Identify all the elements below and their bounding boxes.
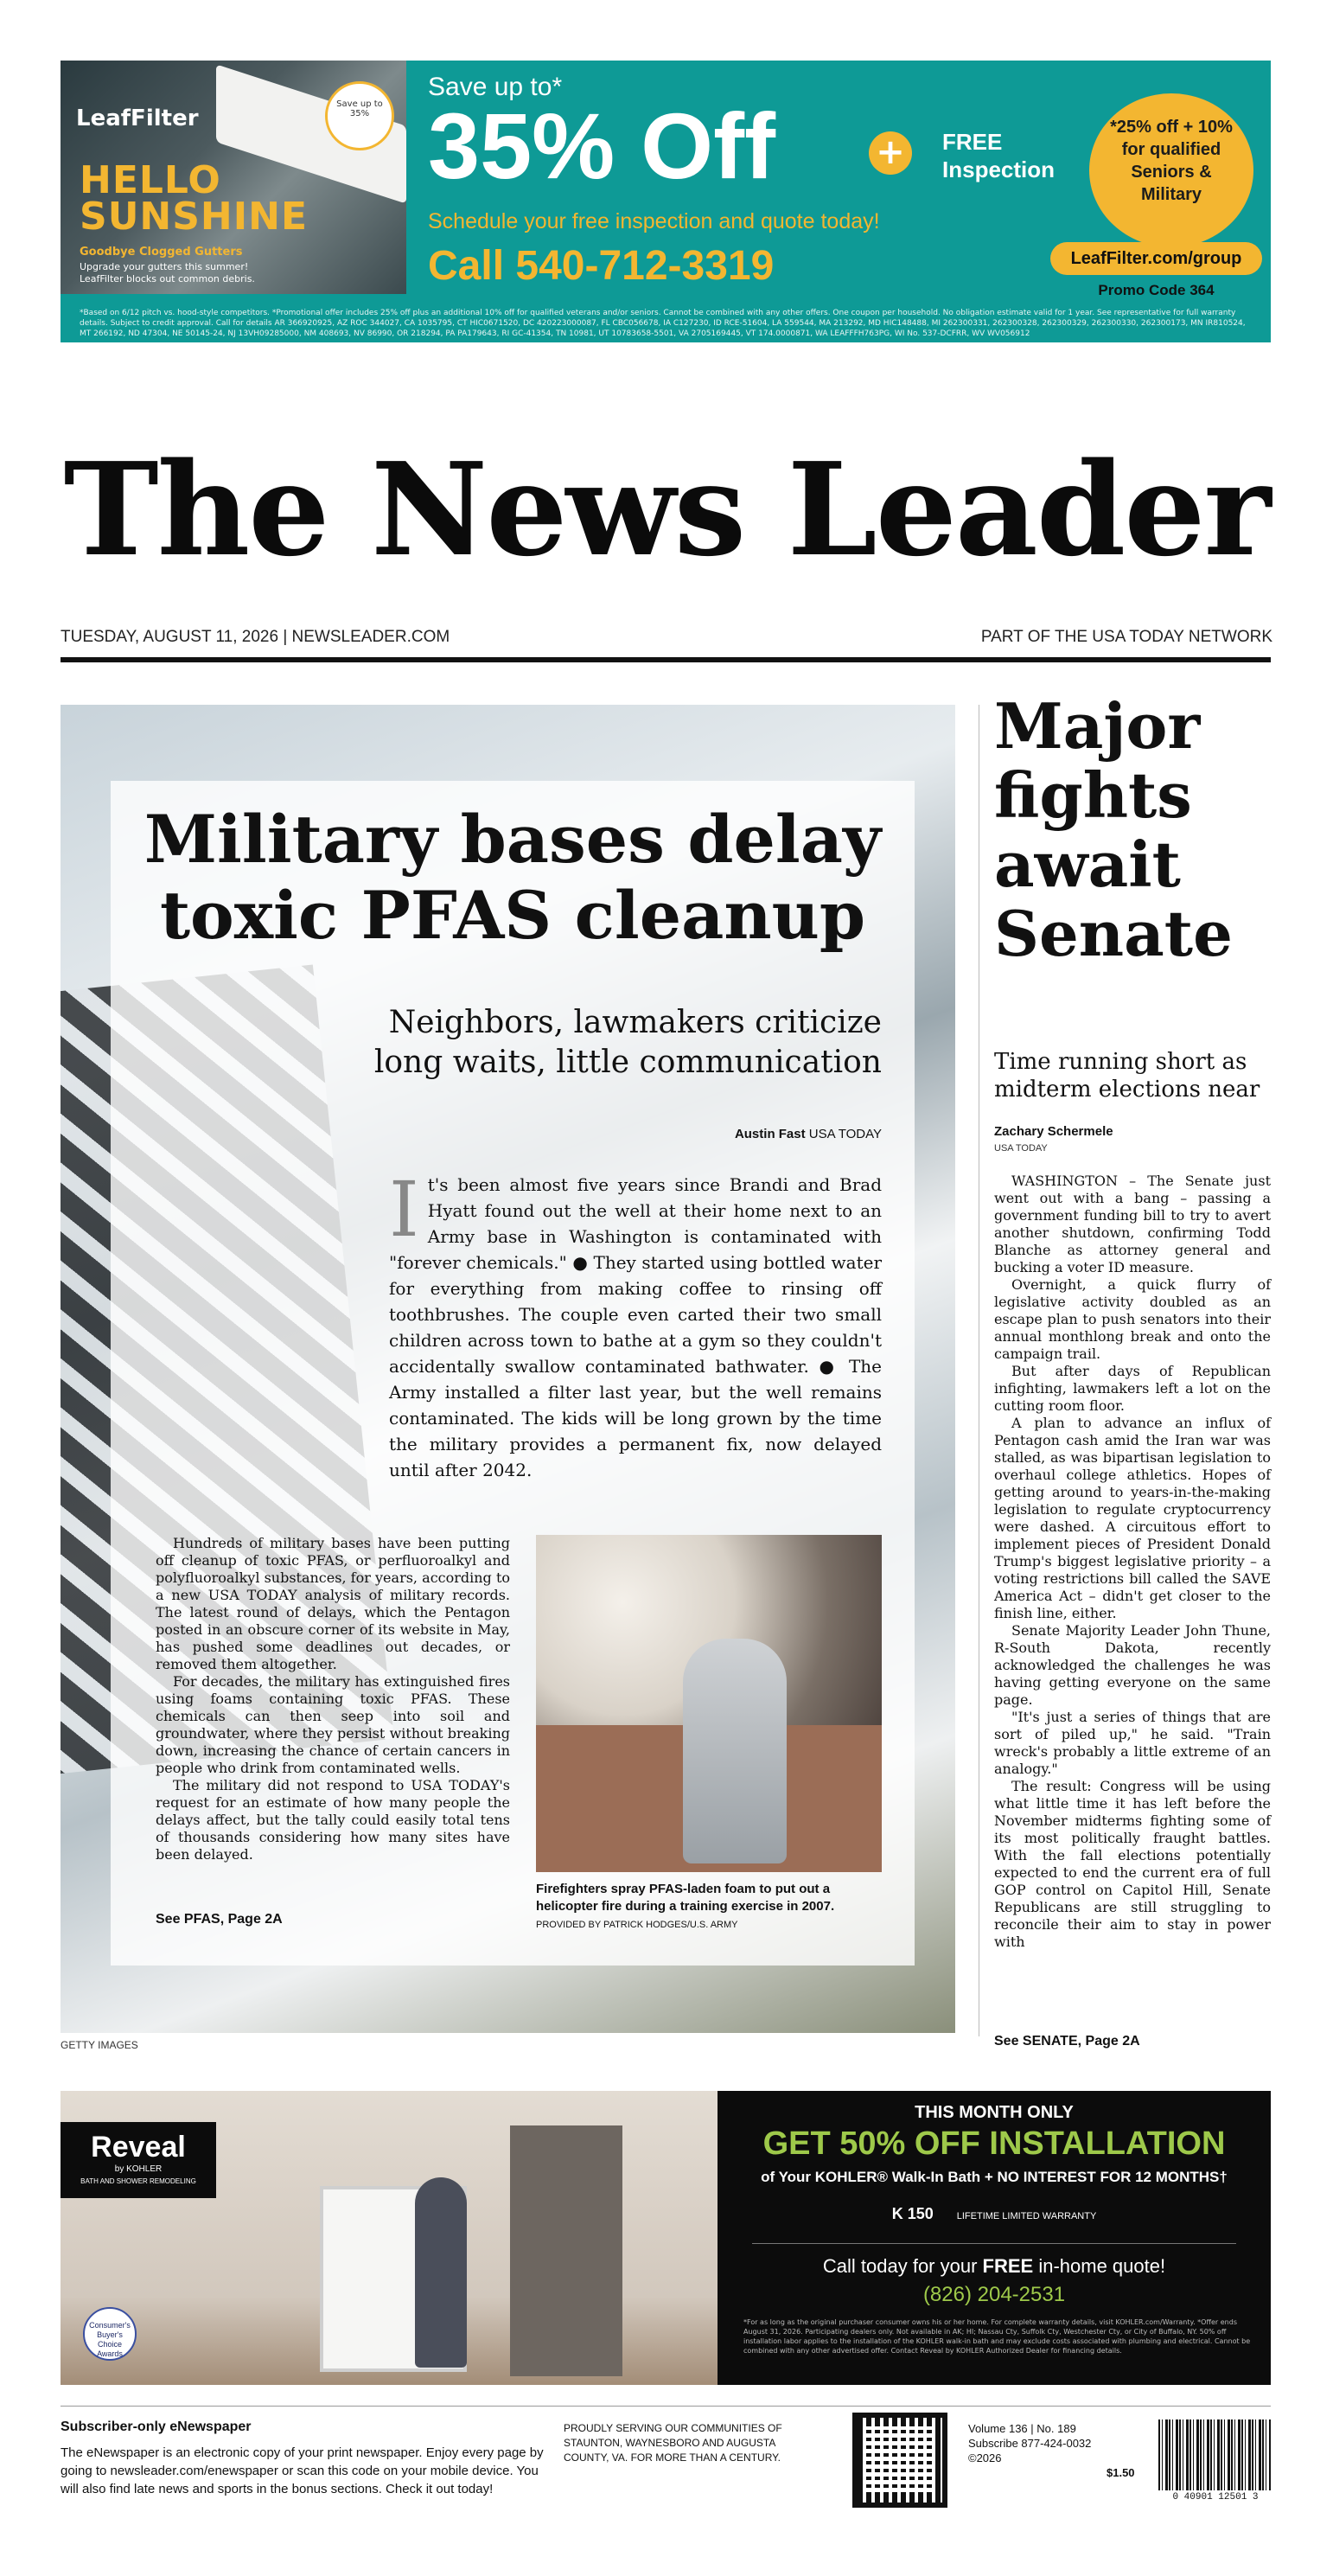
enewspaper-title: Subscriber-only eNewspaper	[61, 2419, 252, 2434]
body-paragraph: Hundreds of military bases have been putting off cleanup of toxic PFAS, or perfluoroalkyl and polyfluoroalkyl substances, for years, according to a new USA TODAY analysis of military records. The latest round of delays, which the Pentagon posted in an obscure corner of its website in May, has pushed some deadlines out decades, or removed them altogether.	[156, 1535, 510, 1672]
ad-inspection-label: Inspection	[942, 157, 1056, 182]
body-paragraph: Senate Majority Leader John Thune, R-South Dakota, recently acknowledged the challenges he was having getting everyone on the same page.	[994, 1622, 1271, 1708]
body-paragraph: A plan to advance an influx of Pentagon cash amid the Iran war was stalled, as was bipartisan legislation to overhaul college athletics. Hopes of getting around to years-in-the-making legislation to regulate cryptocurrency were dashed. A circuitous effort to implement pieces of President Donald Trump's biggest legislative priority – a voting restrictions bill called the SAVE America Act – didn't get closer to the finish line, either.	[994, 1415, 1271, 1621]
byline-org: USA TODAY	[808, 1127, 882, 1141]
senate-dek: Time running short as midterm elections near	[994, 1049, 1260, 1103]
warranty-logo: LIFETIME LIMITED WARRANTY	[956, 2211, 1097, 2221]
photo-credit: GETTY IMAGES	[61, 2039, 138, 2051]
senate-jump-link[interactable]: See SENATE, Page 2A	[994, 2034, 1140, 2049]
plus-icon: +	[869, 131, 912, 175]
leaffilter-logo: LeafFilter	[76, 105, 199, 131]
body-paragraph: But after days of Republican infighting, lawmakers left a lot on the cutting room floor.	[994, 1363, 1271, 1414]
senate-body	[994, 1173, 1271, 1951]
firefighter-figure	[683, 1639, 787, 1863]
award-badge-icon: Consumer's Buyer's Choice Awards	[83, 2307, 137, 2361]
leaffilter-ad[interactable]	[61, 61, 1271, 342]
ad-divider	[752, 2243, 1236, 2244]
call-post: in-home quote!	[1033, 2255, 1166, 2277]
ad-call-today	[718, 2255, 1271, 2278]
ad-walkin: of Your KOHLER® Walk-In Bath + NO INTEREST FOR 12 MONTHS†	[761, 2169, 1228, 2185]
community-statement: PROUDLY SERVING OUR COMMUNITIES OF STAUNTON, WAYNESBORO AND AUGUSTA COUNTY, VA. FOR MORE THAN A CENTURY.	[564, 2422, 782, 2464]
reveal-logo	[61, 2122, 216, 2198]
body-paragraph: "It's just a series of things that are sort of piled up," he said. "Train wreck's probably a little extreme of an analogy."	[994, 1709, 1271, 1777]
subscribe-phone: Subscribe 877-424-0032	[968, 2437, 1092, 2450]
ad-senior-offer	[1089, 93, 1253, 247]
call-pre: Call today for your	[822, 2255, 983, 2277]
ad-this-month: THIS MONTH ONLY	[915, 2103, 1074, 2122]
save-badge: Save up to 35%	[325, 81, 394, 150]
body-paragraph: For decades, the military has extinguished fires using foams containing toxic PFAS. These chemicals can then seep into soil and groundwater, where they persist without breaking down, increasing the chance of certain cancers in people who drink from contaminated wells.	[156, 1673, 510, 1776]
ad-phone[interactable]: Call 540-712-3319	[428, 243, 775, 289]
feature-byline	[545, 1127, 882, 1141]
caption-credit: PROVIDED BY PATRICK HODGES/U.S. ARMY	[536, 1920, 738, 1930]
feature-body	[156, 1535, 510, 1863]
cabinet-image	[510, 2125, 622, 2376]
photo-caption	[536, 1881, 882, 1934]
upgrade-text: Upgrade your gutters this summer! LeafFilter blocks out common debris.	[80, 261, 255, 284]
body-paragraph: The result: Congress will be using what little time it has left before the November midterms fighting some of its most politically fraught battles. With the fall elections potentially expected to end the current era of full GOP control on Capitol Hill, Senate Republicans are still struggling to reconcile their aim to stay in power with	[994, 1778, 1271, 1950]
enewspaper-text: The eNewspaper is an electronic copy of your print newspaper. Enjoy every page by going to newsleader.com/enewspaper or scan this code on your mobile device. You will also find late news and sports in the bonus sections. Check it out today!	[61, 2445, 544, 2496]
ad-offer: GET 50% OFF INSTALLATION	[762, 2125, 1226, 2162]
ad-url-button[interactable]: LeafFilter.com/group	[1050, 242, 1262, 275]
byline-name: Austin Fast	[734, 1127, 806, 1141]
senior-offer-line: Military	[1140, 185, 1202, 204]
feature-headline[interactable]: Military bases delay toxic PFAS cleanup	[144, 801, 882, 954]
ad-percent-off: 35% Off	[428, 93, 776, 198]
senior-offer-line: *25% off + 10%	[1110, 118, 1233, 137]
newspaper-title: The News Leader	[63, 434, 1270, 585]
copyright: ©2026	[968, 2451, 1002, 2464]
ad-promo-code: Promo Code 364	[1098, 282, 1215, 298]
kohler-ad[interactable]	[61, 2091, 1271, 2385]
ad-schedule: Schedule your free inspection and quote today!	[428, 209, 880, 233]
senate-headline[interactable]: Major fights await Senate	[994, 689, 1233, 970]
woman-figure	[415, 2177, 467, 2368]
kohler-150-logo: K 150	[891, 2205, 934, 2222]
ad-free-label: FREE	[942, 129, 1003, 155]
lede-text: t's been almost five years since Brandi and Brad Hyatt found out the well at their home next to an Army base in Washington is contaminated with "forever chemicals." ● They started using bottled water for everything from making coffee to rinsing off toothbrushes. The couple even carted their two small children across town to bathe at a gym so they couldn't accidentally swallow contaminated bathwater. ● The Army installed a filter last year, but the well remains contaminated. The kids will be long grown by the time the military provides a permanent fix, now delayed until after 2042.	[389, 1174, 882, 1480]
reveal-by: by KOHLER	[114, 2164, 163, 2174]
reveal-tagline: BATH AND SHOWER REMODELING	[80, 2177, 196, 2185]
senior-offer-line: Seniors &	[1131, 163, 1212, 182]
masthead-rule	[61, 657, 1271, 662]
feature-story	[61, 705, 955, 2033]
caption-text: Firefighters spray PFAS-laden foam to put out a helicopter fire during a training exercise in 2007.	[536, 1882, 835, 1914]
feature-jump-link[interactable]: See PFAS, Page 2A	[156, 1912, 283, 1927]
ad-fine-print: *For as long as the original purchaser consumer owns his or her home. For complete warranty details, visit KOHLER.com/Warranty. *Offer ends August 31, 2026. Participating dealers only. Not available in AK; HI; Nassau Cty, Suffolk Cty, Westchester Cty, or City of Buffalo, NY. 50% off installation labor applies to the installation of the KOHLER walk-in bath and may exclude costs associated with plumbing and electrical. Cannot be combined with any other advertised offer. Contact Reveal by KOHLER Authorized Dealer for financing details.	[743, 2318, 1251, 2355]
feature-dek: Neighbors, lawmakers criticize long waits, little communication	[373, 1005, 882, 1080]
feature-lede	[389, 1165, 882, 1483]
body-paragraph: WASHINGTON – The Senate just went out with a bang – passing a government funding bill to try to avert another shutdown, confirming Todd Blanche as attorney general and bucking a voter ID measure.	[994, 1173, 1271, 1275]
goodbye-text: Goodbye Clogged Gutters	[80, 246, 243, 259]
volume-number: Volume 136 | No. 189	[968, 2422, 1076, 2435]
issue-meta	[968, 2421, 1141, 2465]
ad-phone[interactable]: (826) 204-2531	[922, 2283, 1066, 2306]
firefighters-photo	[536, 1535, 882, 1872]
price: $1.50	[1107, 2466, 1135, 2479]
barcode-icon	[1158, 2419, 1271, 2490]
drop-cap: I	[389, 1165, 419, 1254]
ad-logos	[718, 2205, 1271, 2223]
qr-code-icon[interactable]	[852, 2413, 947, 2508]
dateline: TUESDAY, AUGUST 11, 2026 | NEWSLEADER.COM	[61, 628, 450, 646]
body-paragraph: The military did not respond to USA TODAY's request for an estimate of how many people the delays affect, but the tally could easily total tens of thousands considering how many sites have been delayed.	[156, 1777, 510, 1863]
call-free: FREE	[982, 2255, 1034, 2277]
reveal-brand: Reveal	[91, 2131, 186, 2164]
network-label: PART OF THE USA TODAY NETWORK	[980, 628, 1272, 646]
footer-rule	[61, 2406, 1271, 2407]
ad-free-inspection	[942, 128, 1055, 183]
senate-byline-name: Zachary Schermele	[994, 1124, 1113, 1139]
senate-byline-org: USA TODAY	[994, 1143, 1048, 1154]
barcode-number: 0 40901 12501 3	[1172, 2492, 1259, 2502]
ad-save-up: Save up to*	[428, 73, 563, 101]
body-paragraph: Overnight, a quick flurry of legislative activity doubled as an escape plan to push senators into their annual monthlong break and onto the campaign trail.	[994, 1276, 1271, 1362]
ad-fine-print: *Based on 6/12 pitch vs. hood-style competitors. *Promotional offer includes 25% off plus an additional 10% off for qualified veterans and/or seniors. Cannot be combined with any other offers. One coupon per household. No obligation estimate valid for 1 year. See representative for full warranty details. Subject to credit approval. Call for details AR 366920925, AZ ROC 344027, CA 1035795, CT HIC0671520, DC 420223000087, FL CBC056678, IA C127230, ID RCE-51604, LA 559544, MA 213292, MD HIC148488, MI 262300331, 262300328, 262300329, 262300330, 262300173, MN IR810524, MT 266192, ND 47304, NE 50145-24, NJ 13VH09285000, NM 408693, NV 86990, OR 218294, PA PA179643, RI GC-41354, TN 10981, UT 10783658-5501, VA 2705169445, VT 174.0000871, WA LEAFFFH763PG, WI No. 537-DCFRR, WV WV056912	[80, 309, 1246, 338]
hello-sunshine-text: HELLO SUNSHINE	[80, 158, 309, 239]
senior-offer-line: for qualified	[1121, 140, 1221, 159]
